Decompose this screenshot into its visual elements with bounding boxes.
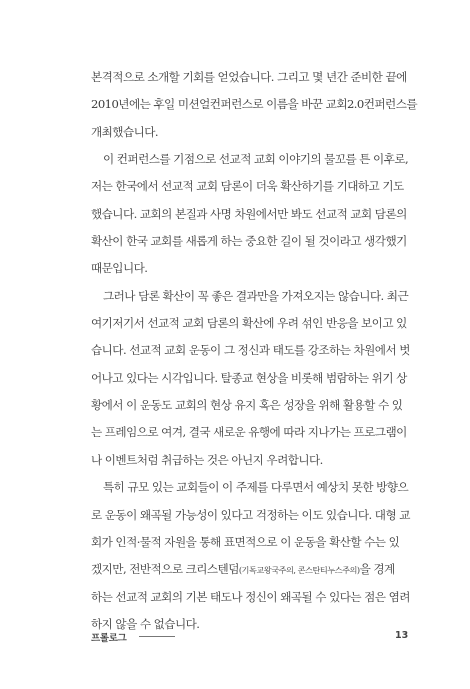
text-line: 특히 규모 있는 교회들이 이 주제를 다루면서 예상치 못한 방향으 xyxy=(103,480,409,495)
text-line-with-parenthetical xyxy=(91,562,395,577)
text-line: 하지 않을 수 없습니다. xyxy=(91,616,200,631)
footer-rule xyxy=(139,636,175,637)
page-footer xyxy=(91,630,409,644)
text-line: 확산이 한국 교회를 새롭게 하는 중요한 길이 될 것이라고 생각했기 xyxy=(91,234,407,249)
text-line: 저는 한국에서 선교적 교회 담론이 더욱 확산하기를 기대하고 기도 xyxy=(91,179,404,194)
text-line: 여기저기서 선교적 교회 담론의 확산에 우려 섞인 반응을 보이고 있 xyxy=(91,316,407,331)
text-line: 그러나 담론 확산이 꼭 좋은 결과만을 가져오지는 않습니다. 최근 xyxy=(103,288,409,303)
text-line: 하는 선교적 교회의 기본 태도나 정신이 왜곡될 수 있다는 점은 염려 xyxy=(91,589,410,604)
text-line: 회가 인적·물적 자원을 통해 표면적으로 이 운동을 확산할 수는 있 xyxy=(91,534,400,549)
text-line: 로 운동이 왜곡될 가능성이 있다고 걱정하는 이도 있습니다. 대형 교 xyxy=(91,507,410,522)
text-line: 습니다. 선교적 교회 운동이 그 정신과 태도를 강조하는 차원에서 벗 xyxy=(91,343,410,358)
page-number: 13 xyxy=(395,630,409,641)
text-segment: 을 경계 xyxy=(359,562,395,577)
text-line: 황에서 이 운동도 교회의 현상 유지 혹은 성장을 위해 활용할 수 있 xyxy=(91,398,403,413)
text-segment: 겠지만, 전반적으로 크리스텐덤 xyxy=(91,562,239,577)
text-line: 본격적으로 소개할 기회를 얻었습니다. 그리고 몇 년간 준비한 끝에 xyxy=(91,70,407,84)
text-line: 때문입니다. xyxy=(91,261,148,276)
text-line: 했습니다. 교회의 본질과 사명 차원에서만 봐도 선교적 교회 담론의 xyxy=(91,206,407,221)
text-line: 나 이벤트처럼 취급하는 것은 아닌지 우려합니다. xyxy=(91,452,323,467)
text-line: 는 프레임으로 여겨, 결국 새로운 유행에 따라 지나가는 프로그램이 xyxy=(91,425,407,440)
running-head: 프롤로그 xyxy=(91,633,127,644)
text-line: 개최했습니다. xyxy=(91,124,159,139)
parenthetical-note: (기독교왕국주의, 콘스탄티누스주의) xyxy=(238,565,360,576)
text-line: 어나고 있다는 시각입니다. 탈종교 현상을 비롯해 범람하는 위기 상 xyxy=(91,370,407,385)
text-line: 이 컨퍼런스를 기점으로 선교적 교회 이야기의 물꼬를 튼 이후로, xyxy=(103,152,409,167)
text-line: 2010년에는 후일 미션얼컨퍼런스로 이름을 바꾼 교회2.0컨퍼런스를 xyxy=(91,97,418,112)
